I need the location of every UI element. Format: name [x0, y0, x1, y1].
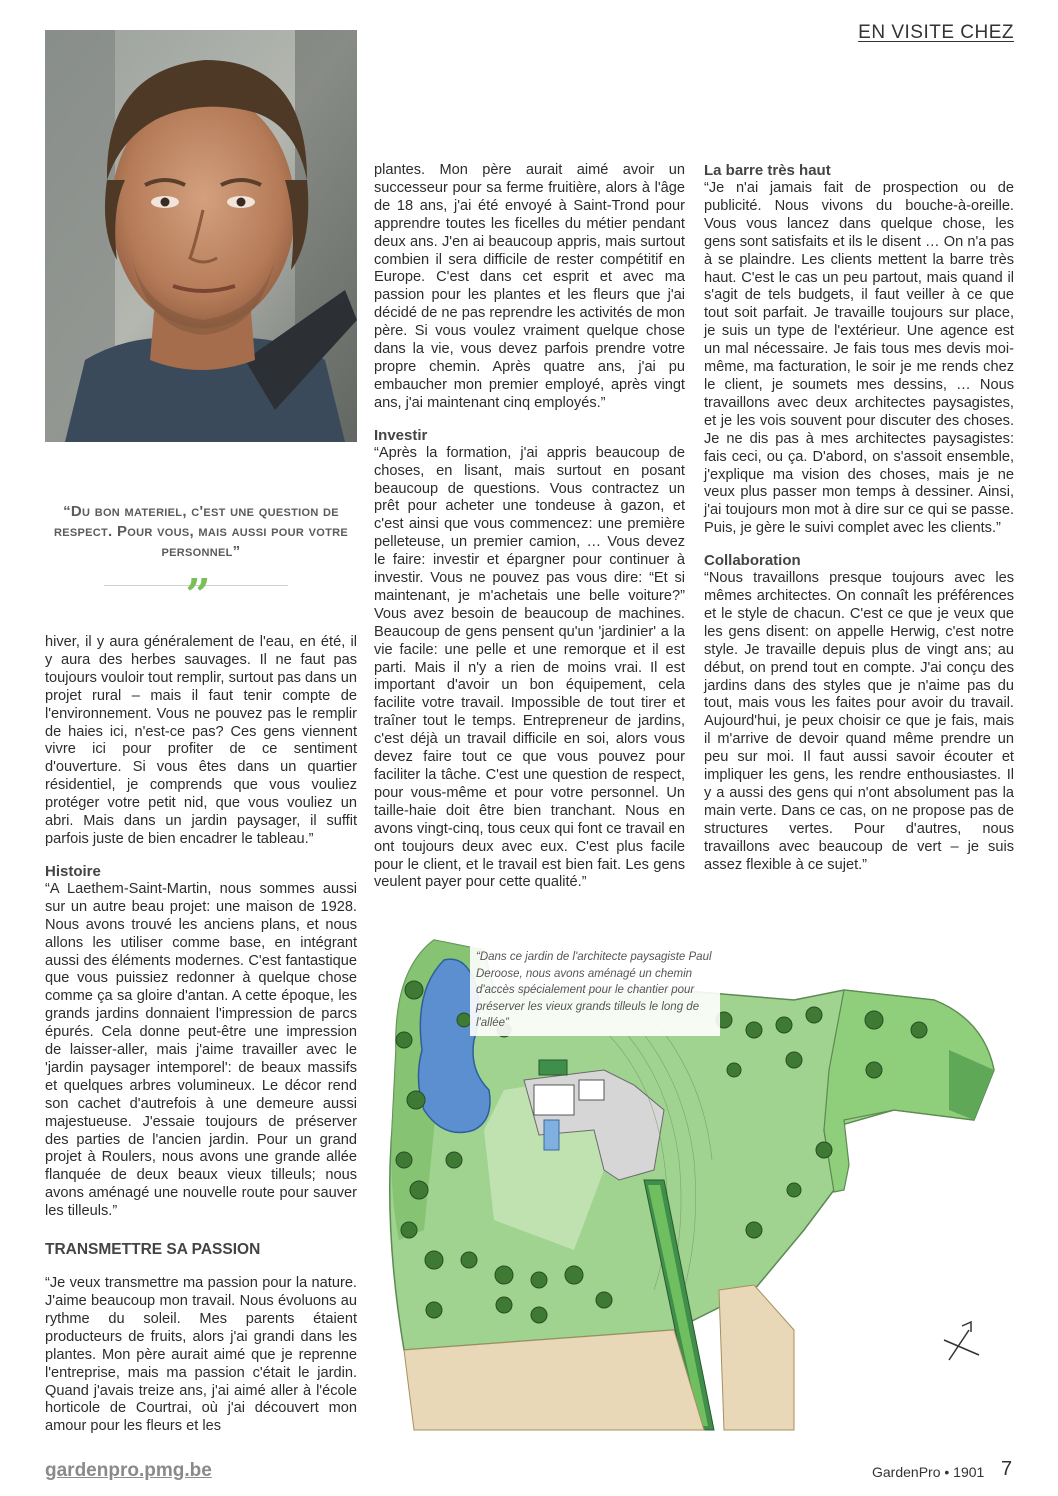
paragraph: “Je veux transmettre ma passion pour la nature. J'aime beaucoup mon travail. Nous évoluons au rythme du soleil. Mes parents étaient producteurs de fruits, alors j'ai grandi dans les plantes. Mon père aurait aimé que je reprenne l'entreprise, mais ma passion c'était le jardin. Quand j'avais treize ans, j'ai aimé aller à l'école horticole de Courtrai, où j'ai découvert mon amour pour les fleurs et les	[45, 1275, 357, 1435]
subheading-barre: La barre très haut	[704, 162, 831, 179]
subheading-histoire: Histoire	[45, 862, 101, 880]
section-label: EN VISITE CHEZ	[858, 22, 1014, 43]
subheading-investir: Investir	[374, 426, 428, 444]
portrait-photo	[45, 30, 357, 442]
paragraph: hiver, il y aura généralement de l'eau, en été, il y aura des herbes sauvages. Il ne faut pas toujours vouloir tout remplir, surtout pas dans un projet rural – mais il faut tenir compte de l'environnement. Vous ne pouvez pas le remplir de haies ici, n'est-ce pas? Ces gens viennent vivre ici pour profiter de ce sentiment d'ouverture. Si vous êtes dans un quartier résidentiel, je comprends que vous vouliez protéger votre petit nid, que vous vouliez un abri. Mais dans un jardin paysager, il suffit parfois juste de bien encadrer le tableau.”	[45, 634, 357, 847]
article-column-2	[374, 162, 685, 892]
article-column-1	[45, 634, 357, 1436]
footer-magazine-issue: GardenPro • 1901	[872, 1464, 985, 1480]
plan-caption: “Dans ce jardin de l'architecte paysagiste Paul Deroose, nous avons aménagé un chemin d'accès spécialement pour le chantier pour préserver les vieux grands tilleuls le long de l'allée”	[470, 945, 720, 1036]
subheading-collaboration: Collaboration	[704, 552, 801, 570]
section-heading-transmettre: TRANSMETTRE SA PASSION	[45, 1241, 261, 1259]
article-column-3	[704, 162, 1014, 875]
quote-mark-icon: ”	[185, 570, 211, 621]
paragraph: “Nous travaillons presque toujours avec les mêmes architectes. On connaît les préférences et le style de chacun. C'est ce que je veux que les gens disent: on appelle Herwig, c'est notre style. Je travaille depuis plus de vingt ans; au début, on prend tout en compte. J'ai conçu des jardins dans des styles que je n'aime pas du tout, mais vous les faites pour avoir du travail. Aujourd'hui, je peux choisir ce que je fais, mais il m'arrive de devoir quand même prendre un peu sur moi. Il faut aussi savoir écouter et impliquer les gens, les rendre enthousiastes. Il y a aussi des gens qui n'ont absolument pas la main verte. Dans ce cas, on ne propose pas de structures vertes. Pour d'autres, nous travaillons avec beaucoup de vert – je suis assez flexible à ce sujet.”	[704, 570, 1014, 873]
paragraph: “Je n'ai jamais fait de prospection ou de publicité. Nous vivons du bouche-à-oreille. Vous vous lancez dans quelque chose, les gens sont satisfaits et ils le disent … On n'a pas à se plaindre. Les clients mettent la barre très haut. C'est le cas un peu partout, mais quand il s'agit de tels budgets, il faut veiller à ce que tout soit parfait. Je travaille toujours sur place, je suis un type de l'extérieur. Une agence est un mal nécessaire. Je fais tous mes devis moi-même, ma facturation, le soir je me rends chez le client, je soumets mes dessins, … Nous travaillons avec deux architectes paysagistes, et je les vois souvent pour discuter des choses. Je ne dis pas à mes architectes paysagistes: fais ceci, ou ça. D'abord, on s'assoit ensemble, j'explique ma vision des choses, mais je ne veux plus passer mon temps à dessiner. Ainsi, j'ai toujours mon mot à dire sur ce qui se passe. Puis, je gère le suivi complet avec les clients.”	[704, 180, 1014, 537]
paragraph: plantes. Mon père aurait aimé avoir un successeur pour sa ferme fruitière, alors à l'âge de 18 ans, j'ai été envoyé à Saint-Trond pour apprendre toutes les ficelles du métier pendant deux ans. J'en ai beaucoup appris, mais surtout combien il sera difficile de rester compétitif en Europe. C'est dans cet esprit et avec ma passion pour les plantes et les fleurs que j'ai décidé de ne pas reprendre les activités de mon père. Si vous voulez vraiment quelque chose dans la vie, vous devez parfois prendre votre propre chemin. Après quatre ans, j'ai pu embaucher mon premier employé, après vingt ans, j'ai maintenant cinq employés.”	[374, 162, 685, 411]
footer-website-link[interactable]: gardenpro.pmg.be	[45, 1460, 212, 1481]
paragraph: “A Laethem-Saint-Martin, nous sommes aussi sur un autre beau projet: une maison de 1928. Nous avons trouvé les anciens plans, et nous allons les utiliser comme base, en intégrant aussi des éléments modernes. C'est fantastique que vous puissiez redonner à quelque chose comme ça sa gloire d'antan. A cette époque, les grands jardins donnaient l'impression de parcs épurés. Cela donne peut-être une impression de laisser-aller, mais j'aime travailler avec le 'jardin paysager intemporel': de beaux massifs et quelques arbres volumineux. Le décor rend son cachet d'autrefois à une demeure aussi majestueuse. J'essaie toujours de préserver des parties de l'ancien jardin. Pour un grand projet à Roulers, nous avons une grande allée flanquée de deux beaux vieux tilleuls; nous avons aménagé une nouvelle route pour sauver les tilleuls.”	[45, 880, 357, 1220]
paragraph: “Après la formation, j'ai appris beaucoup de choses, en lisant, mais surtout en posant beaucoup de questions. Vous contractez un prêt pour acheter une tondeuse à gazon, et c'est ainsi que vous commencez: une première pelleteuse, un premier camion, … Vous devez le faire: investir et épargner pour continuer à investir. Vous ne pouvez pas vous dire: “Et si maintenant, je m'achetais une belle voiture?” Vous avez besoin de beaucoup de machines. Beaucoup de gens pensent qu'un 'jardinier' a la vie facile: une pelle et une remorque et il est parti. Mais il n'y a rien de moins vrai. Il est important d'avoir un bon équipement, cela facilite votre travail. Impossible de tout tirer et traîner tout le temps. Entrepreneur de jardins, c'est déjà un travail difficile en soi, alors vous devez faire tout ce que vous pouvez pour faciliter la tâche. C'est une question de respect, pour vous-même et pour votre personnel. Un taille-haie doit être bien tranchant. Nous en avons vingt-cinq, tous ceux qui font ce travail en ont toujours deux avec eux. C'est plus facile pour le client, et le travail est bien fait. Les gens veulent payer pour cette qualité.”	[374, 444, 685, 891]
pull-quote: “Du bon materiel, c'est une question de respect. Pour vous, mais aussi pour votre personnel”	[53, 503, 348, 560]
page-number: 7	[1001, 1458, 1013, 1480]
portrait-illustration	[45, 30, 357, 442]
